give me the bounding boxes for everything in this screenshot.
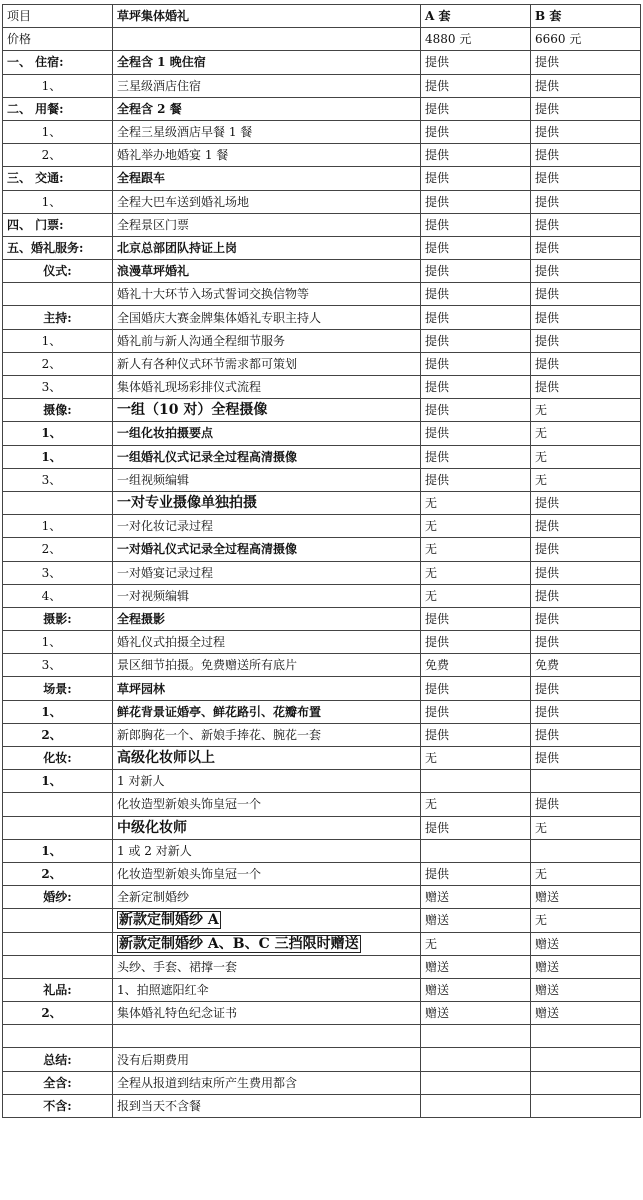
row-category: 1、 [3, 700, 113, 723]
row-category: 不含: [3, 1094, 113, 1117]
row-package-a [421, 839, 531, 862]
row-category: 3、 [3, 468, 113, 491]
row-package-a: 提供 [421, 120, 531, 143]
row-package-b: 提供 [531, 306, 641, 329]
row-package-b: 赠送 [531, 1002, 641, 1025]
table-row [3, 213, 641, 236]
row-description: 一对婚宴记录过程 [113, 561, 421, 584]
row-description: 新人有各种仪式环节需求都可策划 [113, 352, 421, 375]
row-description: 三星级酒店住宿 [113, 74, 421, 97]
row-description: 1 对新人 [113, 770, 421, 793]
row-package-a: 提供 [421, 51, 531, 74]
table-row [3, 816, 641, 839]
row-package-a: 提供 [421, 700, 531, 723]
row-package-b: 免费 [531, 654, 641, 677]
row-description: 全程大巴车送到婚礼场地 [113, 190, 421, 213]
row-package-a [421, 1048, 531, 1071]
row-description: 全新定制婚纱 [113, 886, 421, 909]
row-package-b: 提供 [531, 561, 641, 584]
table-row [3, 747, 641, 770]
table-row [3, 770, 641, 793]
table-row [3, 584, 641, 607]
row-category: 3、 [3, 654, 113, 677]
row-category: 2、 [3, 862, 113, 885]
row-description: 一对专业摄像单独拍摄 [113, 491, 421, 514]
table-row [3, 97, 641, 120]
table-row [3, 283, 641, 306]
row-description: 头纱、手套、裙撑一套 [113, 955, 421, 978]
row-package-b: 提供 [531, 376, 641, 399]
row-description: 高级化妆师以上 [113, 747, 421, 770]
row-category: 婚纱: [3, 886, 113, 909]
row-package-b: 无 [531, 862, 641, 885]
row-description: 没有后期费用 [113, 1048, 421, 1071]
row-description: 浪漫草坪婚礼 [113, 260, 421, 283]
row-description: 北京总部团队持证上岗 [113, 236, 421, 259]
row-description: 全国婚庆大赛金牌集体婚礼专职主持人 [113, 306, 421, 329]
row-category [3, 793, 113, 816]
row-package-b: 提供 [531, 97, 641, 120]
table-row [3, 793, 641, 816]
row-description: 一组化妆拍摄要点 [113, 422, 421, 445]
row-package-a: 提供 [421, 399, 531, 422]
table-row [3, 306, 641, 329]
row-category [3, 816, 113, 839]
row-package-a: 无 [421, 491, 531, 514]
row-category [3, 1025, 113, 1048]
table-row [3, 700, 641, 723]
row-package-a: 赠送 [421, 1002, 531, 1025]
table-row [3, 932, 641, 955]
table-row [3, 978, 641, 1001]
table-row [3, 1025, 641, 1048]
row-package-b: 提供 [531, 144, 641, 167]
row-package-b: 提供 [531, 515, 641, 538]
table-row [3, 445, 641, 468]
row-package-b: 提供 [531, 631, 641, 654]
row-description: 集体婚礼现场彩排仪式流程 [113, 376, 421, 399]
row-package-a [421, 770, 531, 793]
row-package-a [421, 1025, 531, 1048]
row-description: 一对化妆记录过程 [113, 515, 421, 538]
row-description: 全程从报道到结束所产生费用都含 [113, 1071, 421, 1094]
row-category: 2、 [3, 723, 113, 746]
price-package-b: 6660 元 [531, 28, 641, 51]
table-row [3, 1048, 641, 1071]
row-package-a: 赠送 [421, 909, 531, 932]
row-category [3, 909, 113, 932]
row-description: 化妆造型新娘头饰皇冠一个 [113, 862, 421, 885]
row-description: 一组婚礼仪式记录全过程高清摄像 [113, 445, 421, 468]
row-category: 1、 [3, 74, 113, 97]
row-description: 一组（10 对）全程摄像 [113, 399, 421, 422]
row-category: 摄像: [3, 399, 113, 422]
row-description: 中级化妆师 [113, 816, 421, 839]
row-package-b [531, 770, 641, 793]
row-package-a: 无 [421, 561, 531, 584]
row-package-a: 无 [421, 793, 531, 816]
row-package-b [531, 1094, 641, 1117]
row-package-b: 无 [531, 816, 641, 839]
table-row [3, 120, 641, 143]
table-row [3, 654, 641, 677]
row-description: 婚礼前与新人沟通全程细节服务 [113, 329, 421, 352]
row-description: 新郎胸花一个、新娘手捧花、腕花一套 [113, 723, 421, 746]
row-description: 报到当天不含餐 [113, 1094, 421, 1117]
row-description: 婚礼十大环节入场式誓词交换信物等 [113, 283, 421, 306]
row-package-a: 免费 [421, 654, 531, 677]
row-category: 礼品: [3, 978, 113, 1001]
table-row [3, 167, 641, 190]
row-description: 全程跟车 [113, 167, 421, 190]
row-package-a: 提供 [421, 329, 531, 352]
row-package-a: 提供 [421, 97, 531, 120]
row-category: 一、 住宿: [3, 51, 113, 74]
boxed-description-text: 新款定制婚纱 A [119, 912, 219, 929]
row-description: 全程含 2 餐 [113, 97, 421, 120]
row-package-a: 提供 [421, 816, 531, 839]
table-row [3, 51, 641, 74]
row-package-b: 提供 [531, 747, 641, 770]
row-category: 总结: [3, 1048, 113, 1071]
table-row [3, 468, 641, 491]
row-category [3, 283, 113, 306]
row-category: 二、 用餐: [3, 97, 113, 120]
row-package-b: 无 [531, 468, 641, 491]
header-category: 项目 [3, 5, 113, 28]
table-row [3, 909, 641, 932]
table-row [3, 399, 641, 422]
table-row [3, 1071, 641, 1094]
row-description: 1、拍照遮阳红伞 [113, 978, 421, 1001]
row-package-b: 提供 [531, 700, 641, 723]
row-package-b [531, 1048, 641, 1071]
table-row [3, 260, 641, 283]
boxed-description-text: 新款定制婚纱 A、B、C 三挡限时赠送 [119, 935, 359, 952]
row-package-a: 提供 [421, 167, 531, 190]
row-package-b: 提供 [531, 236, 641, 259]
table-row [3, 723, 641, 746]
row-package-a: 赠送 [421, 955, 531, 978]
table-row [3, 607, 641, 630]
row-description: 化妆造型新娘头饰皇冠一个 [113, 793, 421, 816]
table-row [3, 631, 641, 654]
row-package-b [531, 1071, 641, 1094]
row-package-b: 提供 [531, 190, 641, 213]
row-description: 一组视频编辑 [113, 468, 421, 491]
row-category: 1、 [3, 445, 113, 468]
table-row [3, 677, 641, 700]
row-package-b: 提供 [531, 793, 641, 816]
row-package-a: 无 [421, 584, 531, 607]
row-description: 草坪园林 [113, 677, 421, 700]
row-package-b: 提供 [531, 329, 641, 352]
row-package-a: 提供 [421, 260, 531, 283]
row-category [3, 955, 113, 978]
row-category: 1、 [3, 770, 113, 793]
row-package-b: 提供 [531, 167, 641, 190]
row-package-b: 无 [531, 399, 641, 422]
row-package-a: 提供 [421, 445, 531, 468]
row-category: 3、 [3, 376, 113, 399]
row-package-b [531, 839, 641, 862]
row-category: 五、婚礼服务: [3, 236, 113, 259]
row-package-b: 提供 [531, 74, 641, 97]
header-row [3, 5, 641, 28]
row-description [113, 1025, 421, 1048]
row-category: 摄影: [3, 607, 113, 630]
row-package-b: 提供 [531, 283, 641, 306]
row-category: 2、 [3, 352, 113, 375]
table-row [3, 515, 641, 538]
row-description: 全程含 1 晚住宿 [113, 51, 421, 74]
table-row [3, 422, 641, 445]
row-package-a: 提供 [421, 631, 531, 654]
row-package-a: 提供 [421, 283, 531, 306]
package-comparison-table [2, 4, 641, 1118]
row-description: 婚礼仪式拍摄全过程 [113, 631, 421, 654]
row-package-a [421, 1071, 531, 1094]
row-category: 3、 [3, 561, 113, 584]
row-description [113, 909, 421, 932]
row-package-a: 提供 [421, 607, 531, 630]
table-row [3, 190, 641, 213]
row-category: 1、 [3, 422, 113, 445]
row-package-b: 赠送 [531, 978, 641, 1001]
row-package-b: 提供 [531, 260, 641, 283]
table-row [3, 862, 641, 885]
row-package-a: 无 [421, 932, 531, 955]
row-category: 1、 [3, 839, 113, 862]
row-category: 场景: [3, 677, 113, 700]
row-category: 2、 [3, 538, 113, 561]
row-package-b: 赠送 [531, 955, 641, 978]
row-description: 全程三星级酒店早餐 1 餐 [113, 120, 421, 143]
price-row [3, 28, 641, 51]
row-description: 景区细节拍摄。免费赠送所有底片 [113, 654, 421, 677]
table-row [3, 376, 641, 399]
row-category: 2、 [3, 1002, 113, 1025]
row-package-a: 提供 [421, 723, 531, 746]
row-package-b: 提供 [531, 538, 641, 561]
table-body [3, 5, 641, 1118]
row-package-b: 赠送 [531, 932, 641, 955]
table-row [3, 74, 641, 97]
row-package-b: 提供 [531, 584, 641, 607]
price-package-a: 4880 元 [421, 28, 531, 51]
row-description: 鲜花背景证婚亭、鲜花路引、花瓣布置 [113, 700, 421, 723]
row-category [3, 491, 113, 514]
header-package-a: A 套 [421, 5, 531, 28]
row-package-a: 提供 [421, 352, 531, 375]
row-category: 主持: [3, 306, 113, 329]
row-package-a: 赠送 [421, 978, 531, 1001]
row-package-a [421, 1094, 531, 1117]
row-package-b: 提供 [531, 677, 641, 700]
row-package-a: 提供 [421, 74, 531, 97]
row-category: 1、 [3, 329, 113, 352]
row-category: 4、 [3, 584, 113, 607]
row-package-a: 提供 [421, 144, 531, 167]
row-package-a: 提供 [421, 213, 531, 236]
row-category [3, 932, 113, 955]
table-row [3, 561, 641, 584]
row-package-b: 赠送 [531, 886, 641, 909]
price-label: 价格 [3, 28, 113, 51]
row-description: 一对婚礼仪式记录全过程高清摄像 [113, 538, 421, 561]
row-package-a: 提供 [421, 422, 531, 445]
table-row [3, 491, 641, 514]
row-package-b: 无 [531, 422, 641, 445]
table-row [3, 538, 641, 561]
row-category: 仪式: [3, 260, 113, 283]
row-category: 2、 [3, 144, 113, 167]
table-row [3, 1002, 641, 1025]
table-row [3, 955, 641, 978]
row-package-b [531, 1025, 641, 1048]
table-row [3, 144, 641, 167]
row-package-a: 提供 [421, 306, 531, 329]
table-row [3, 886, 641, 909]
row-package-b: 无 [531, 445, 641, 468]
row-description: 婚礼举办地婚宴 1 餐 [113, 144, 421, 167]
row-description: 全程景区门票 [113, 213, 421, 236]
row-package-a: 无 [421, 747, 531, 770]
row-package-b: 提供 [531, 213, 641, 236]
row-description: 一对视频编辑 [113, 584, 421, 607]
row-category: 1、 [3, 120, 113, 143]
row-package-b: 提供 [531, 723, 641, 746]
table-row [3, 1094, 641, 1117]
row-package-b: 提供 [531, 607, 641, 630]
header-title: 草坪集体婚礼 [113, 5, 421, 28]
row-category: 1、 [3, 190, 113, 213]
row-category: 1、 [3, 515, 113, 538]
table-row [3, 329, 641, 352]
table-row [3, 352, 641, 375]
row-description: 集体婚礼特色纪念证书 [113, 1002, 421, 1025]
row-package-a: 提供 [421, 862, 531, 885]
row-package-a: 提供 [421, 190, 531, 213]
row-package-a: 赠送 [421, 886, 531, 909]
row-category: 全含: [3, 1071, 113, 1094]
row-package-a: 无 [421, 538, 531, 561]
table-row [3, 236, 641, 259]
row-package-a: 提供 [421, 376, 531, 399]
row-category: 四、 门票: [3, 213, 113, 236]
row-package-b: 无 [531, 909, 641, 932]
row-category: 三、 交通: [3, 167, 113, 190]
row-category: 化妆: [3, 747, 113, 770]
row-package-b: 提供 [531, 120, 641, 143]
row-description: 1 或 2 对新人 [113, 839, 421, 862]
row-description [113, 932, 421, 955]
price-desc [113, 28, 421, 51]
row-package-a: 提供 [421, 677, 531, 700]
row-category: 1、 [3, 631, 113, 654]
row-package-b: 提供 [531, 352, 641, 375]
row-package-a: 提供 [421, 236, 531, 259]
row-package-b: 提供 [531, 51, 641, 74]
header-package-b: B 套 [531, 5, 641, 28]
row-package-a: 提供 [421, 468, 531, 491]
row-package-a: 无 [421, 515, 531, 538]
row-description: 全程摄影 [113, 607, 421, 630]
table-row [3, 839, 641, 862]
row-package-b: 提供 [531, 491, 641, 514]
